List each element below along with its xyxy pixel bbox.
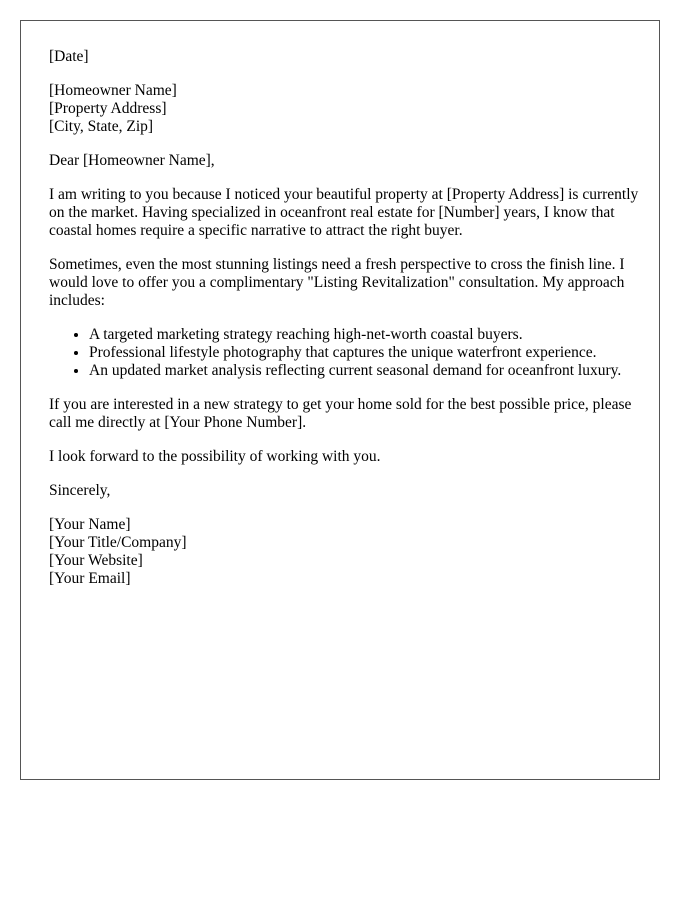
recipient-name: [Homeowner Name] [49, 82, 177, 99]
recipient-block [49, 82, 639, 136]
list-item: • An updated market analysis reflecting current seasonal demand for oceanfront luxury. [89, 362, 639, 380]
list-item: • Professional lifestyle photography that captures the unique waterfront experience. [89, 344, 639, 362]
closing: Sincerely, [49, 482, 111, 499]
paragraph-closing-remark: I look forward to the possibility of working with you. [49, 448, 381, 465]
list-item: • A targeted marketing strategy reaching high-net-worth coastal buyers. [89, 326, 639, 344]
sender-title-company: [Your Title/Company] [49, 534, 187, 551]
sender-website: [Your Website] [49, 552, 143, 569]
sender-name: [Your Name] [49, 516, 131, 533]
paragraph-offer: Sometimes, even the most stunning listings need a fresh perspective to cross the finish line. I would love to offer you a complimentary "Listing Revitalization" consultation. My approach includes: [49, 256, 625, 309]
recipient-city-state-zip: [City, State, Zip] [49, 118, 154, 135]
letter-date: [Date] [49, 48, 89, 65]
sender-block [49, 516, 639, 588]
recipient-address: [Property Address] [49, 100, 167, 117]
sender-email: [Your Email] [49, 570, 131, 587]
letter-body [49, 48, 639, 604]
salutation: Dear [Homeowner Name], [49, 152, 215, 169]
paragraph-call-to-action: If you are interested in a new strategy to get your home sold for the best possible price, please call me directly at [Your Phone Number]. [49, 396, 632, 431]
approach-list [49, 326, 639, 380]
paragraph-intro: I am writing to you because I noticed your beautiful property at [Property Address] is currently on the market. Having specialized in oceanfront real estate for [Number] years, I know that coastal homes require a specific narrative to attract the right buyer. [49, 186, 639, 239]
